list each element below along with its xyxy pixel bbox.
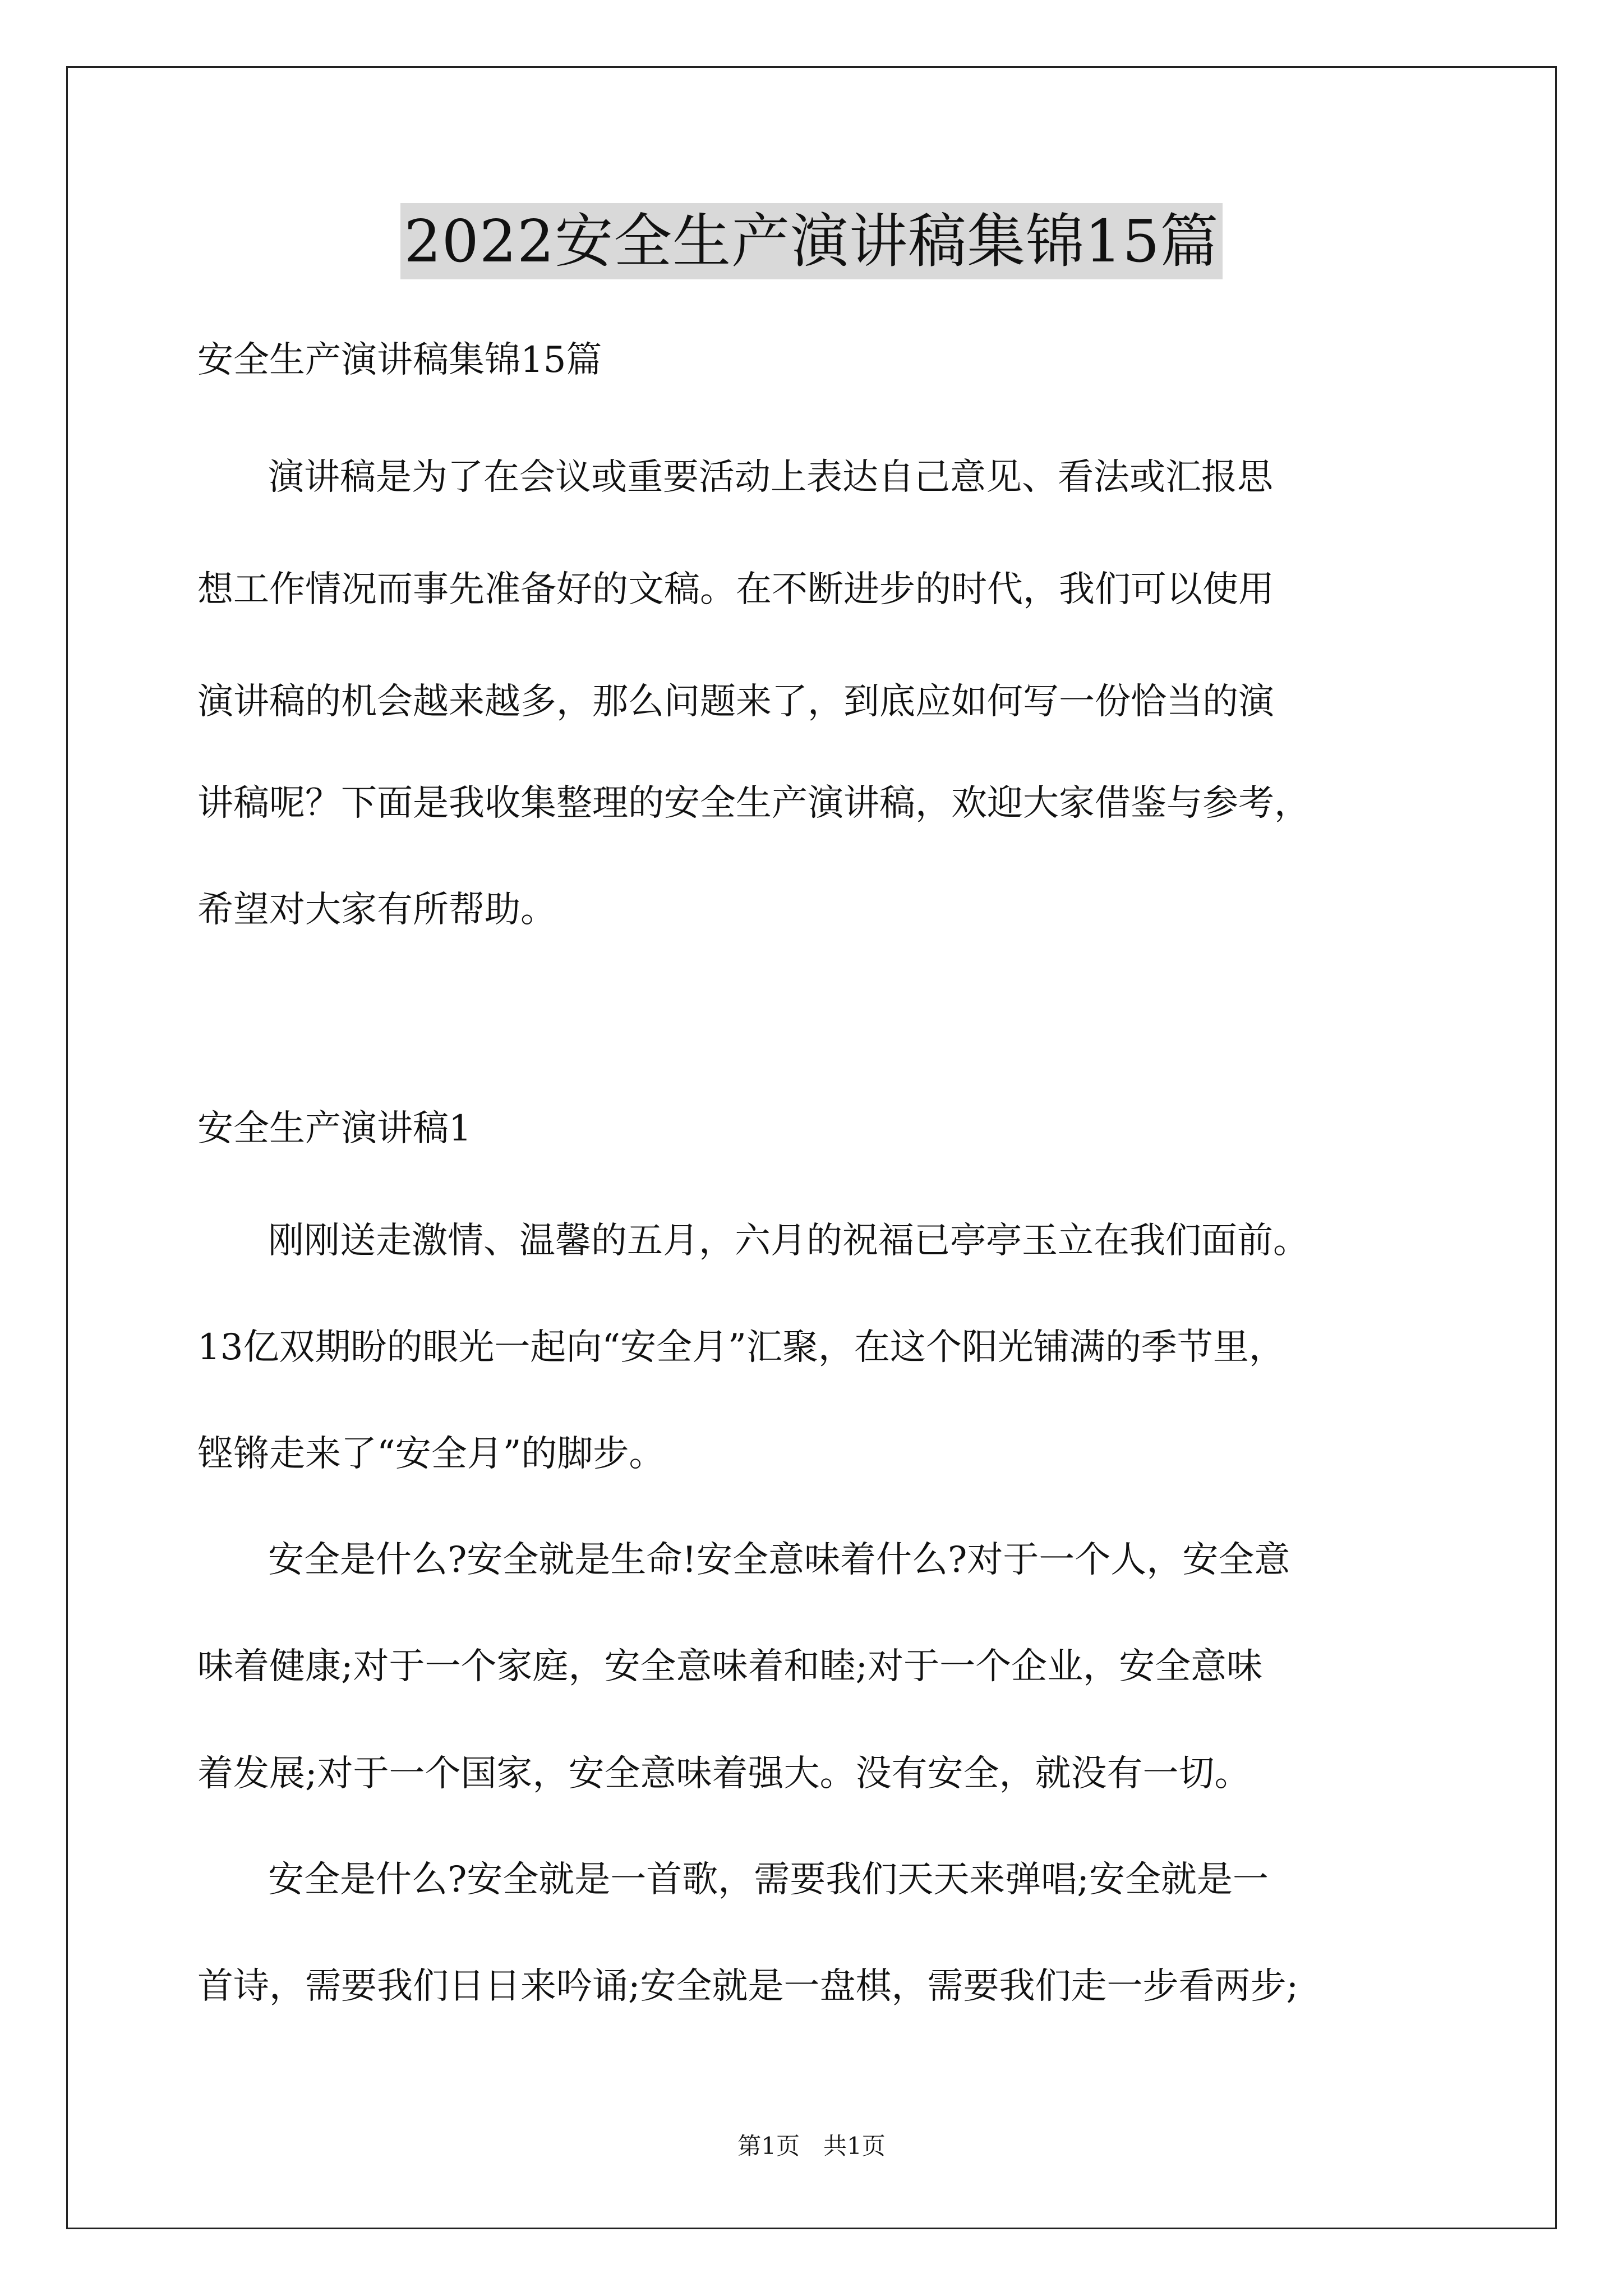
para1-line-1: 刚刚送走激情、温馨的五月，六月的祝福已亭亭玉立在我们面前。 <box>268 1220 1309 1262</box>
intro-line-4: 讲稿呢？下面是我收集整理的安全生产演讲稿，欢迎大家借鉴与参考， <box>197 783 1310 824</box>
page-number-total: 共1页 <box>823 2132 886 2160</box>
para3-line-2: 首诗，需要我们日日来吟诵;安全就是一盘棋，需要我们走一步看两步; <box>197 1966 1299 2007</box>
title-area <box>0 203 1623 279</box>
document-subtitle: 安全生产演讲稿集锦15篇 <box>197 339 602 381</box>
para2-line-3: 着发展;对于一个国家，安全意味着强大。没有安全，就没有一切。 <box>197 1753 1251 1795</box>
intro-line-3: 演讲稿的机会越来越多，那么问题来了，到底应如何写一份恰当的演 <box>197 681 1274 723</box>
intro-line-5: 希望对大家有所帮助。 <box>197 889 556 931</box>
para3-line-1: 安全是什么?安全就是一首歌，需要我们天天来弹唱;安全就是一 <box>268 1859 1269 1901</box>
para1-line-3: 铿锵走来了“安全月”的脚步。 <box>197 1433 665 1475</box>
intro-line-2: 想工作情况而事先准备好的文稿。在不断进步的时代，我们可以使用 <box>197 569 1274 610</box>
page-number-current: 第1页 <box>737 2132 800 2160</box>
para1-line-2: 13亿双期盼的眼光一起向“安全月”汇聚，在这个阳光铺满的季节里， <box>197 1327 1285 1368</box>
section-heading-1: 安全生产演讲稿1 <box>197 1108 472 1149</box>
page-footer <box>0 2131 1623 2162</box>
intro-line-1: 演讲稿是为了在会议或重要活动上表达自己意见、看法或汇报思 <box>268 457 1273 498</box>
para2-line-1: 安全是什么?安全就是生命!安全意味着什么?对于一个人，安全意 <box>268 1539 1290 1581</box>
para2-line-2: 味着健康;对于一个家庭，安全意味着和睦;对于一个企业，安全意味 <box>197 1646 1263 1687</box>
document-title: 2022安全生产演讲稿集锦15篇 <box>400 203 1222 279</box>
